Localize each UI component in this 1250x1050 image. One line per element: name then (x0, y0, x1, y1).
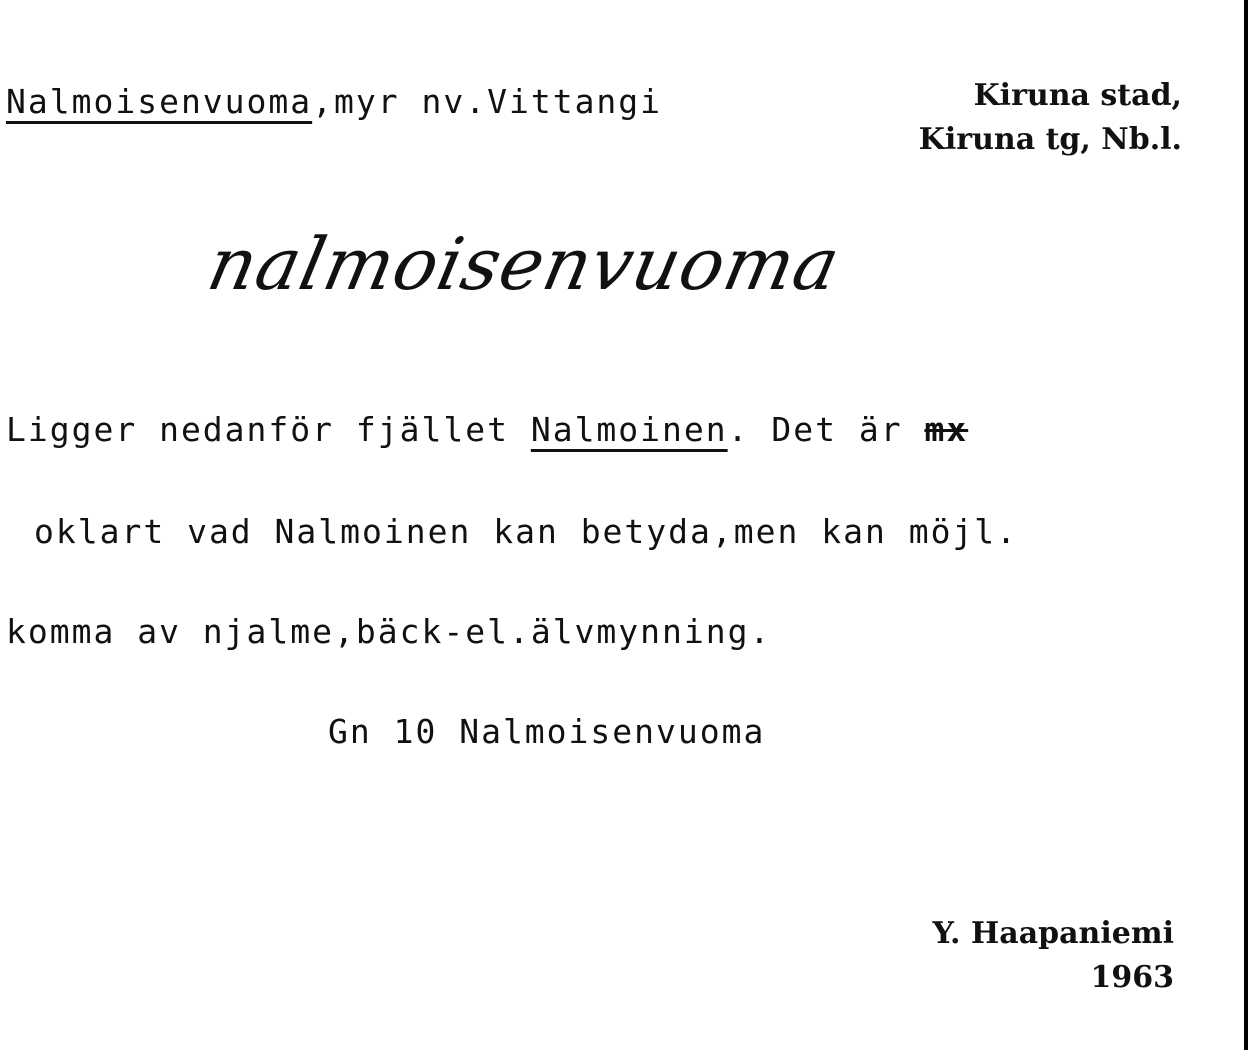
place-descriptor: ,myr nv.Vittangi (312, 82, 663, 121)
body-line-1-start: Ligger nedanför fjället (6, 410, 531, 449)
signature-name: Y. Haapaniemi (932, 916, 1174, 951)
location-line-1: Kiruna stad, (973, 78, 1182, 113)
location-line-2: Kiruna tg, Nb.l. (918, 122, 1182, 157)
reference-line: Gn 10 Nalmoisenvuoma (328, 712, 766, 751)
handwritten-name: nalmoisenvuoma (201, 222, 848, 306)
signature-block (932, 912, 1174, 1000)
signature-year: 1963 (1090, 960, 1174, 995)
body-line-3: komma av njalme,bäck-el.älvmynning. (6, 612, 772, 651)
card-heading (6, 82, 662, 121)
card-edge-line (1244, 0, 1248, 1050)
place-name: Nalmoisenvuoma (6, 82, 313, 121)
body-line-2: oklart vad Nalmoinen kan betyda,men kan möjl. (34, 512, 1019, 551)
body-line-1-middle: . Det är (727, 410, 925, 449)
location-block (919, 74, 1182, 162)
body-line-1 (6, 410, 968, 449)
struck-text: mx (924, 410, 969, 449)
nalmoinen-underlined: Nalmoinen (530, 410, 728, 449)
